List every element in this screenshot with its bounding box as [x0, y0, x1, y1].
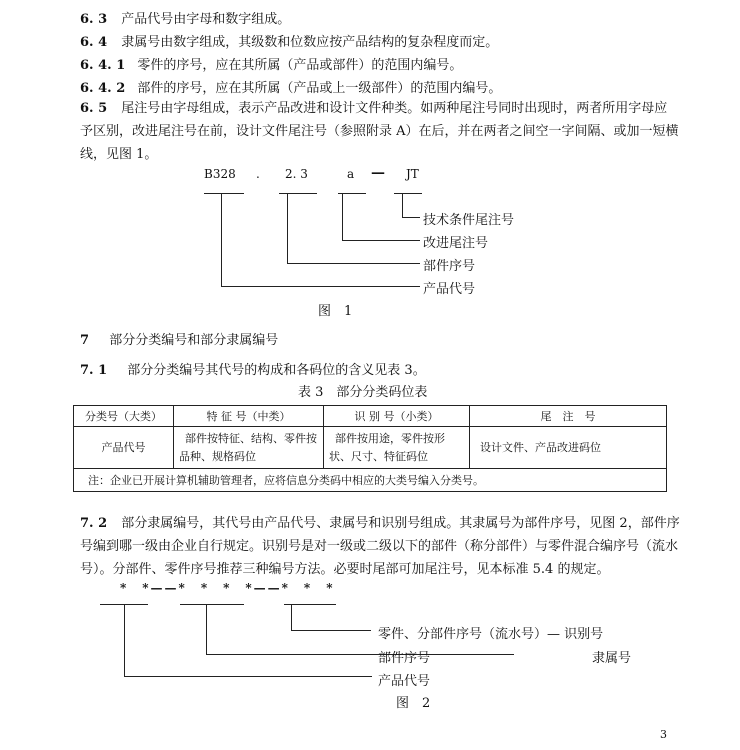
table-header-cell: 特 征 号（中类） [174, 406, 324, 427]
section-text: 部分分类编号其代号的构成和各码位的含义见表 3。 [127, 363, 426, 378]
underline-product [204, 193, 244, 194]
label-part-seq: 部件序号 [378, 651, 431, 666]
label-belong-code: 隶属号 [592, 651, 632, 666]
section-number: 6. 4. 1 [80, 58, 126, 73]
section-number: 7 [80, 333, 90, 348]
label-product-code: 产品代号 [378, 674, 431, 689]
section-number: 6. 3 [80, 12, 108, 27]
label-identification: 零件、分部件序号（流水号）— 识别号 [378, 627, 604, 642]
code-tech: JT [406, 167, 419, 181]
section-6-5 [80, 97, 680, 166]
label-product-code: 产品代号 [423, 282, 476, 297]
section-text: 产品代号由字母和数字组成。 [121, 12, 291, 27]
section-text: 尾注号由字母组成，表示产品改进和设计文件种类。如两种尾注号同时出现时，两者所用字母应予区别，改进尾注号在前，设计文件尾注号（参照附录 A）在后，并在两者之间空一字间隔、或加一短横线，见图 1。 [80, 101, 679, 162]
leader-parts [206, 654, 514, 655]
section-number: 6. 4. 2 [80, 81, 126, 96]
section-number: 7. 1 [80, 363, 108, 378]
figure-caption: 图 1 [318, 304, 353, 319]
table-note: 注：企业已开展计算机辅助管理者，应将信息分类码中相应的大类号编入分类号。 [74, 469, 667, 492]
leader-product [124, 676, 372, 677]
table-header-cell: 识 别 号（小类） [324, 406, 470, 427]
table-cell: 设计文件、产品改进码位 [470, 427, 667, 469]
underline-tech [394, 193, 422, 194]
leader-seq [287, 263, 420, 264]
section-6-4 [80, 31, 498, 50]
connector-product [221, 193, 222, 286]
leader-tech [402, 217, 420, 218]
underline-parts [180, 604, 244, 605]
section-7-2 [80, 512, 680, 581]
section-text: 部分分类编号和部分隶属编号 [109, 333, 279, 348]
connector-parts [206, 604, 207, 654]
page-number: 3 [660, 728, 667, 741]
label-part-seq: 部件序号 [423, 259, 476, 274]
table-cell: 产品代号 [74, 427, 174, 469]
section-text: 部分隶属编号，其代号由产品代号、隶属号和识别号组成。其隶属号为部件序号，见图 2，部件序号编到哪一级由企业自行规定。识别号是对一级或二级以下的部件（称分部件）与零件混合编序号（流水号）。分部件、零件序号推荐三种编号方法。必要时尾部可加尾注号，见本标准 5.4 的规定。 [80, 516, 680, 577]
leader-rev [342, 240, 420, 241]
section-6-3 [80, 8, 290, 27]
section-number: 6. 5 [80, 101, 108, 116]
classification-table [73, 405, 667, 492]
section-number: 6. 4 [80, 35, 108, 50]
leader-product [221, 286, 420, 287]
table-header-cell: 尾 注 号 [470, 406, 667, 427]
table-note-row [74, 469, 667, 492]
connector-seq [287, 193, 288, 263]
table-header-cell: 分类号（大类） [74, 406, 174, 427]
section-6-4-2 [80, 77, 501, 96]
table-row [74, 427, 667, 469]
code-dot: . [256, 167, 260, 181]
leader-ident [291, 630, 371, 631]
section-text: 部件的序号，应在其所属（产品或上一级部件）的范围内编号。 [137, 81, 502, 96]
connector-rev [342, 193, 343, 240]
code-product: B328 [204, 167, 236, 181]
section-7-1 [80, 359, 426, 378]
underline-seq [279, 193, 317, 194]
section-text: 零件的序号，应在其所属（产品或部件）的范围内编号。 [137, 58, 463, 73]
code-rev: a [347, 167, 355, 181]
connector-product [124, 604, 125, 676]
connector-tech [402, 193, 403, 217]
label-rev-suffix: 改进尾注号 [423, 236, 489, 251]
connector-ident [291, 604, 292, 630]
table-cell: 部件按用途，零件按形状、尺寸、特征码位 [324, 427, 470, 469]
table-cell: 部件按特征、结构、零件按品种、规格码位 [174, 427, 324, 469]
section-number: 7. 2 [80, 516, 108, 531]
figure-caption: 图 2 [396, 696, 431, 711]
table-header-row [74, 406, 667, 427]
code-pattern: * *——* * * *——* * * [120, 581, 335, 595]
section-text: 隶属号由数字组成，其级数和位数应按产品结构的复杂程度而定。 [121, 35, 499, 50]
section-7 [80, 329, 278, 348]
table-title: 表 3 部分分类码位表 [298, 385, 428, 400]
section-6-4-1 [80, 54, 462, 73]
code-dash: — [371, 165, 385, 181]
code-seq: 2. 3 [285, 167, 308, 181]
label-tech-suffix: 技术条件尾注号 [423, 213, 515, 228]
